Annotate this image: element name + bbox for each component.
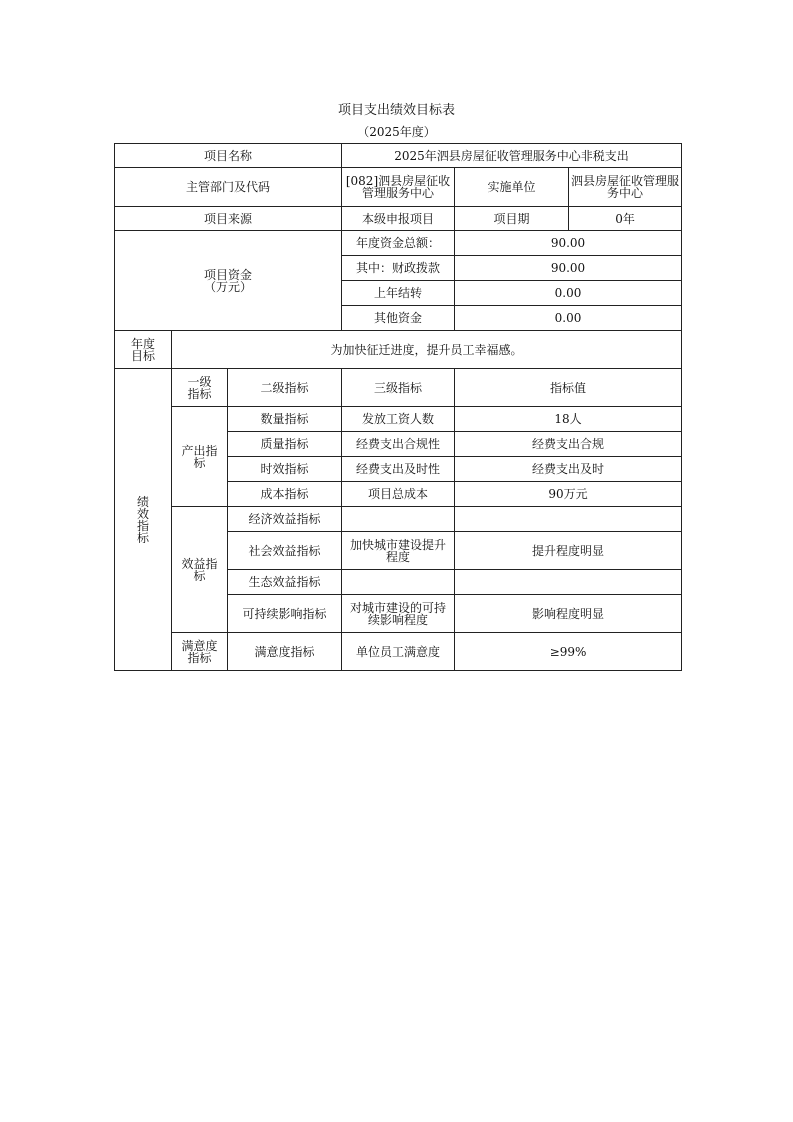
- header-level3: 三级指标: [342, 369, 455, 407]
- benefit-l3: [342, 507, 455, 532]
- benefit-l2: 可持续影响指标: [228, 595, 342, 633]
- satisfaction-indicator-label: [172, 633, 228, 671]
- page-title: 项目支出绩效目标表: [337, 103, 455, 118]
- implementing-unit-label: 实施单位: [455, 168, 569, 207]
- funds-carry-value: 0.00: [455, 281, 682, 306]
- funds-total-value: 90.00: [455, 231, 682, 256]
- benefit-value: [455, 507, 682, 532]
- output-l2: 数量指标: [228, 407, 342, 432]
- header-value: 指标值: [455, 369, 682, 407]
- header-level2: 二级指标: [228, 369, 342, 407]
- performance-table: [114, 143, 682, 671]
- output-l3: 项目总成本: [342, 482, 455, 507]
- benefit-label-line1: 效益指: [181, 556, 218, 571]
- output-l2: 时效指标: [228, 457, 342, 482]
- benefit-l3: [342, 532, 455, 570]
- satisfaction-label-line1: 满意度: [181, 638, 218, 653]
- row-indicator-header: [115, 369, 682, 407]
- benefit-l3: [342, 570, 455, 595]
- section-char-2: 效: [136, 506, 149, 521]
- funds-label-line1: 项目资金: [203, 267, 252, 282]
- funds-other-value: 0.00: [455, 306, 682, 331]
- funds-label-line2: （万元）: [203, 279, 252, 294]
- benefit-l3-line1: 对城市建设的可持: [349, 600, 446, 615]
- output-label-line2: 标: [193, 455, 206, 470]
- indicators-section-label: [115, 369, 172, 671]
- benefit-l3-line2: 程度: [385, 549, 410, 564]
- table-row: [115, 633, 682, 671]
- department-value: [082]泗县房屋征收管理服务中心: [342, 168, 455, 207]
- benefit-l3-line1: 加快城市建设提升: [349, 537, 446, 552]
- satisfaction-l2: 满意度指标: [228, 633, 342, 671]
- satisfaction-label-line2: 指标: [187, 650, 212, 665]
- project-name-value: 2025年泗县房屋征收管理服务中心非税支出: [342, 144, 682, 168]
- section-char-3: 指: [136, 518, 149, 533]
- project-name-label: 项目名称: [115, 144, 342, 168]
- project-source-value: 本级申报项目: [342, 207, 455, 231]
- benefit-value: [455, 570, 682, 595]
- output-value: 经费支出及时: [455, 457, 682, 482]
- annual-goal-label-line2: 目标: [130, 348, 155, 363]
- benefit-label-line2: 标: [193, 568, 206, 583]
- benefit-value: 影响程度明显: [455, 595, 682, 633]
- funds-carry-label: 上年结转: [342, 281, 455, 306]
- header-level1-line1: 一级: [187, 374, 212, 389]
- output-l3: 经费支出合规性: [342, 432, 455, 457]
- satisfaction-value: ≥99%: [455, 633, 682, 671]
- header-level1: [172, 369, 228, 407]
- benefit-value: 提升程度明显: [455, 532, 682, 570]
- output-l2: 成本指标: [228, 482, 342, 507]
- project-source-label: 项目来源: [115, 207, 342, 231]
- project-period-label: 项目期: [455, 207, 569, 231]
- output-l3: 经费支出及时性: [342, 457, 455, 482]
- annual-goal-text: 为加快征迁进度，提升员工幸福感。: [172, 331, 682, 369]
- output-l2: 质量指标: [228, 432, 342, 457]
- output-l3: 发放工资人数: [342, 407, 455, 432]
- implementing-unit-value: 泗县房屋征收管理服务中心: [569, 168, 682, 207]
- funds-total-label: 年度资金总额：: [342, 231, 455, 256]
- table-row: [115, 507, 682, 532]
- section-char-4: 标: [136, 530, 149, 545]
- benefit-l2: 社会效益指标: [228, 532, 342, 570]
- benefit-indicator-label: [172, 507, 228, 633]
- output-value: 18人: [455, 407, 682, 432]
- funds-label: [115, 231, 342, 331]
- funds-other-label: 其他资金: [342, 306, 455, 331]
- benefit-l2: 生态效益指标: [228, 570, 342, 595]
- benefit-l2: 经济效益指标: [228, 507, 342, 532]
- table-row: [115, 407, 682, 432]
- row-funds-total: [115, 231, 682, 256]
- annual-goal-label-line1: 年度: [130, 336, 155, 351]
- row-annual-goal: [115, 331, 682, 369]
- header-level1-line2: 指标: [187, 386, 212, 401]
- satisfaction-l3: 单位员工满意度: [342, 633, 455, 671]
- funds-fiscal-label: 其中：财政拨款: [342, 256, 455, 281]
- output-value: 90万元: [455, 482, 682, 507]
- page-subtitle: （2025年度）: [357, 125, 436, 139]
- output-value: 经费支出合规: [455, 432, 682, 457]
- funds-fiscal-value: 90.00: [455, 256, 682, 281]
- row-source: [115, 207, 682, 231]
- department-label: 主管部门及代码: [115, 168, 342, 207]
- section-char-1: 绩: [136, 494, 149, 509]
- annual-goal-label: [115, 331, 172, 369]
- benefit-l3: [342, 595, 455, 633]
- row-department: [115, 168, 682, 207]
- benefit-l3-line2: 续影响程度: [367, 612, 428, 627]
- project-period-value: 0年: [569, 207, 682, 231]
- row-project-name: [115, 144, 682, 168]
- output-indicator-label: [172, 407, 228, 507]
- output-label-line1: 产出指: [181, 443, 218, 458]
